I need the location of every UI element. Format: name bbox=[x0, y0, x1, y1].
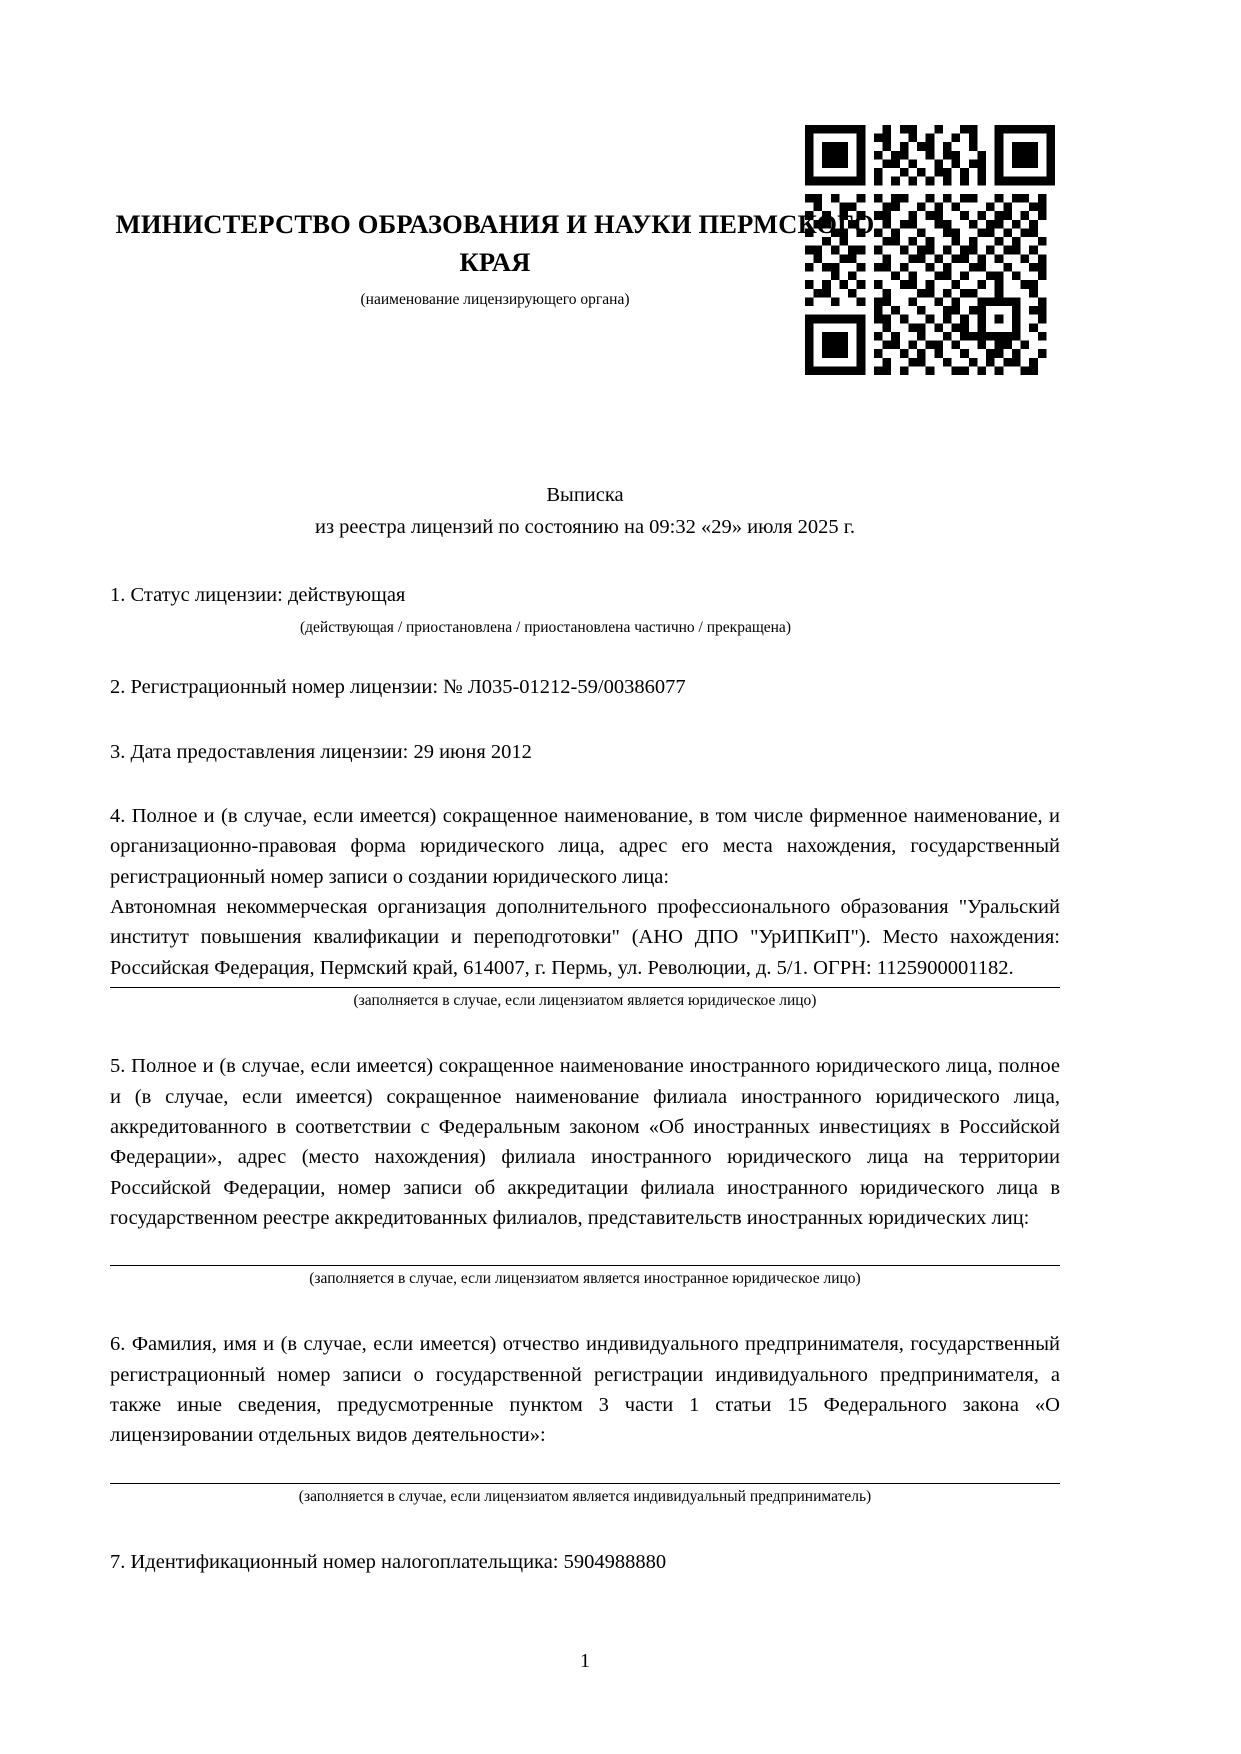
document-title bbox=[110, 480, 1060, 544]
document-body bbox=[110, 580, 1060, 1577]
licensing-authority-caption: (наименование лицензирующего органа) bbox=[360, 290, 630, 308]
item-4-answer: Автономная некоммерческая организация дополнительного профессионального образования "Уральский институт повышения квалификации и переподготовки" (АНО ДПО "УрИПКиП"). Место нахождения: Российская Федерация, Пермский край, 614007, г. Пермь, ул. Революции, д. 5/1. ОГРН: 1125900001182. bbox=[110, 896, 1060, 979]
item-4-divider bbox=[110, 987, 1060, 988]
item-5-caption: (заполняется в случае, если лицензиатом является иностранное юридическое лицо) bbox=[309, 1270, 861, 1288]
document-title-line2: из реестра лицензий по состоянию на 09:32 «29» июля 2025 г. bbox=[314, 515, 856, 538]
item-2-registration-number: 2. Регистрационный номер лицензии: № Л035-01212-59/00386077 bbox=[110, 676, 686, 699]
document-title-line1: Выписка bbox=[546, 484, 624, 506]
item-7-taxpayer-number: 7. Идентификационный номер налогоплательщика: 5904988880 bbox=[110, 1550, 667, 1573]
item-6-answer-area bbox=[110, 1451, 1060, 1479]
item-5-divider bbox=[110, 1265, 1060, 1266]
item-1-status: 1. Статус лицензии: действующая bbox=[110, 584, 406, 606]
item-4-caption: (заполняется в случае, если лицензиатом является юридическое лицо) bbox=[353, 992, 817, 1010]
item-6-question: 6. Фамилия, имя и (в случае, если имеется) отчество индивидуального предпринимателя, государственный регистрационный номер записи о государственной регистрации индивидуального предпринимателя, а также иные сведения, предусмотренные пунктом 3 части 1 статьи 15 Федерального закона «О лицензировании отдельных видов деятельности»: bbox=[110, 1333, 1060, 1447]
item-5-question: 5. Полное и (в случае, если имеется) сокращенное наименование иностранного юридического лица, полное и (в случае, если имеется) сокращенное наименование филиала иностранного юридического лица, аккредитованного в соответствии с Федеральным законом «Об иностранных инвестициях в Российской Федерации», адрес (место нахождения) филиала иностранного юридического лица на территории Российской Федерации, номер записи об аккредитации филиала иностранного юридического лица в государственном реестре аккредитованных филиалов, представительств иностранных юридических лиц: bbox=[110, 1055, 1060, 1229]
item-6-divider bbox=[110, 1483, 1060, 1484]
item-5-answer-area bbox=[110, 1233, 1060, 1261]
item-3-issue-date: 3. Дата предоставления лицензии: 29 июня 2012 bbox=[110, 740, 532, 763]
licensing-authority-name: МИНИСТЕРСТВО ОБРАЗОВАНИЯ И НАУКИ ПЕРМСКОГО КРАЯ bbox=[115, 209, 875, 278]
item-6-caption: (заполняется в случае, если лицензиатом является индивидуальный предприниматель) bbox=[298, 1487, 872, 1505]
document-header bbox=[110, 205, 880, 310]
page-number: 1 bbox=[580, 1650, 590, 1672]
item-4-question: 4. Полное и (в случае, если имеется) сокращенное наименование, в том числе фирменное наименование, и организационно-правовая форма юридического лица, адрес его места нахождения, государственный регистрационный номер записи о создании юридического лица: bbox=[110, 805, 1060, 888]
item-1-caption: (действующая / приостановлена / приостановлена частично / прекращена) bbox=[300, 619, 791, 637]
